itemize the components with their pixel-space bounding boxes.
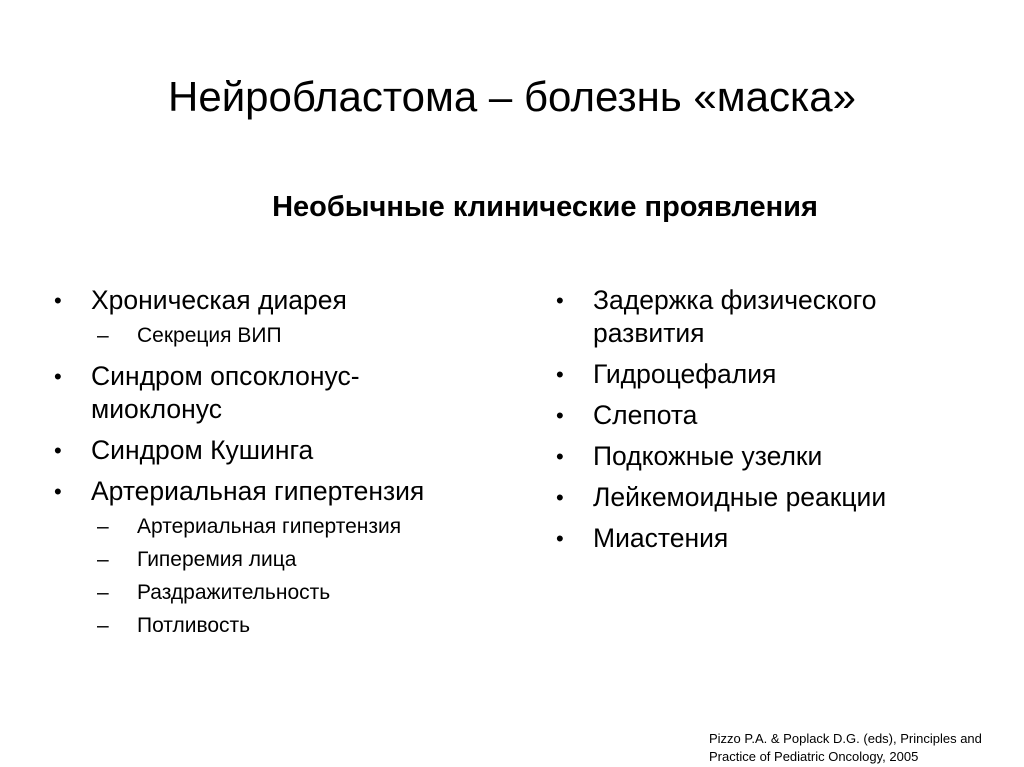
list-item <box>54 475 494 642</box>
dash-icon: – <box>97 324 109 347</box>
right-bullet-list <box>556 284 986 563</box>
sub-list-item-text: Артериальная гипертензия <box>137 515 402 538</box>
bullet-icon: • <box>54 438 62 463</box>
list-item <box>556 481 986 514</box>
citation-line: Pizzo P.A. & Poplack D.G. (eds), Principles and <box>709 731 982 746</box>
list-item-text: Задержка физического развития <box>593 285 877 348</box>
bullet-icon: • <box>556 362 564 387</box>
sub-list-item <box>91 543 494 576</box>
list-item <box>556 284 913 350</box>
slide-subtitle: Необычные клинические проявления <box>272 191 818 223</box>
bullet-icon: • <box>556 444 564 469</box>
bullet-icon: • <box>556 526 564 551</box>
sub-list-item-text: Потливость <box>137 614 251 637</box>
list-item-text: Артериальная гипертензия <box>91 476 425 506</box>
list-item <box>54 434 494 467</box>
list-item <box>54 360 421 426</box>
slide-title: Нейробластома – болезнь «маска» <box>168 73 856 120</box>
dash-icon: – <box>97 581 109 604</box>
citation-line: Practice of Pediatric Oncology, 2005 <box>709 749 919 764</box>
list-item <box>556 399 986 432</box>
sub-list-item <box>91 510 494 543</box>
bullet-icon: • <box>54 288 62 313</box>
sub-list-item-text: Гиперемия лица <box>137 548 297 571</box>
bullet-icon: • <box>54 479 62 504</box>
list-item <box>556 522 986 555</box>
sub-list-item <box>91 576 494 609</box>
sub-list <box>91 510 494 642</box>
citation <box>709 730 1019 766</box>
left-bullet-list <box>54 284 494 650</box>
list-item-text: Синдром Кушинга <box>91 435 314 465</box>
list-item-text: Слепота <box>593 400 698 430</box>
bullet-icon: • <box>556 403 564 428</box>
list-item-text: Лейкемоидные реакции <box>593 482 887 512</box>
list-item <box>556 358 986 391</box>
list-item <box>54 284 494 352</box>
bullet-icon: • <box>556 288 564 313</box>
list-item-text: Подкожные узелки <box>593 441 823 471</box>
list-item-text: Синдром опсоклонус-миоклонус <box>91 361 360 424</box>
list-item-text: Миастения <box>593 523 729 553</box>
sub-list-item <box>91 609 494 642</box>
list-item <box>556 440 986 473</box>
dash-icon: – <box>97 515 109 538</box>
dash-icon: – <box>97 548 109 571</box>
bullet-icon: • <box>54 364 62 389</box>
list-item-text: Хроническая диарея <box>91 285 347 315</box>
list-item-text: Гидроцефалия <box>593 359 777 389</box>
sub-list-item <box>91 319 494 352</box>
sub-list-item-text: Раздражительность <box>137 581 331 604</box>
sub-list-item-text: Секреция ВИП <box>137 324 282 347</box>
dash-icon: – <box>97 614 109 637</box>
bullet-icon: • <box>556 485 564 510</box>
sub-list <box>91 319 494 352</box>
